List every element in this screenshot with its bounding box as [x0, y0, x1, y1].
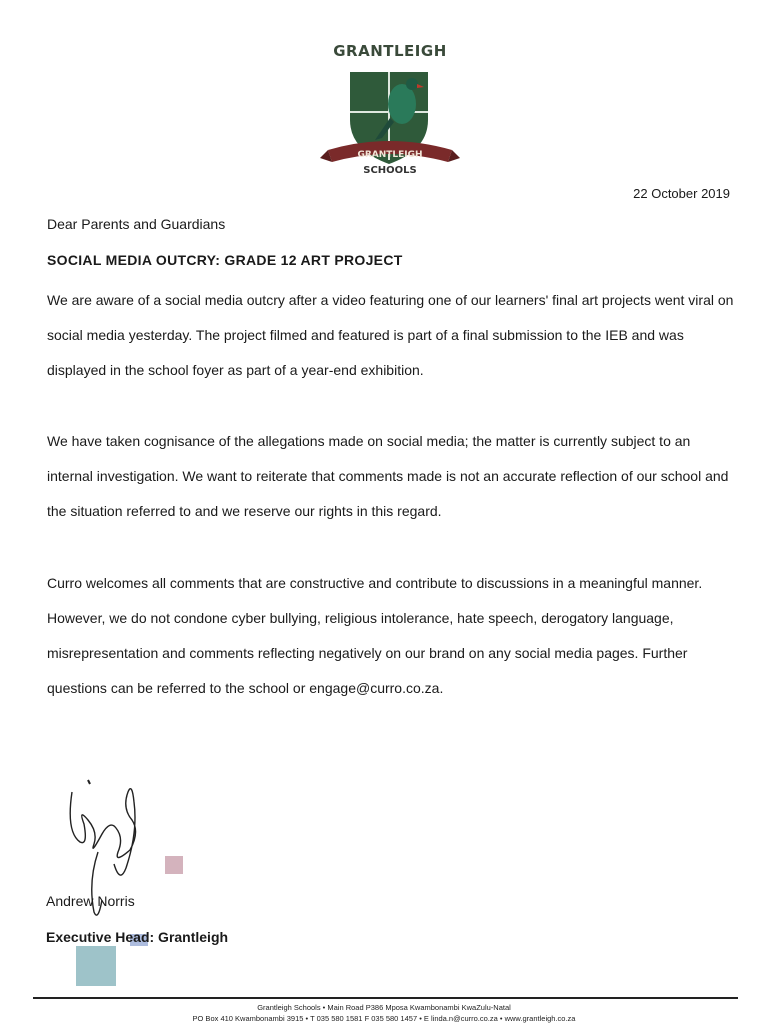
paragraph-1: We are aware of a social media outcry after a video featuring one of our learners' final art projects went viral on social media yesterday. The project filmed and featured is part of a final submission to the IEB and was displayed in the school foyer as part of a year-end exhibition.	[47, 292, 734, 378]
footer-divider	[33, 997, 738, 999]
logo-school-name: GRANTLEIGH	[333, 42, 447, 60]
paragraph-2: We have taken cognisance of the allegations made on social media; the matter is currently subject to an internal investigation. We want to reiterate that comments made is not an accurate reflection of our school and the situation referred to and we reserve our rights in this regard.	[47, 433, 729, 519]
footer-address: Grantleigh Schools • Main Road P386 Mposa Kwambonambi KwaZulu-Natal	[257, 1003, 511, 1012]
stamp-mark	[76, 946, 116, 986]
signer-title: Executive Head: Grantleigh	[46, 929, 229, 945]
banner-label: GRANTLEIGH	[357, 150, 423, 160]
letter-date: 22 October 2019	[633, 186, 730, 201]
signer-name: Andrew Norris	[46, 893, 135, 909]
school-logo	[320, 42, 460, 182]
subject-line: SOCIAL MEDIA OUTCRY: GRADE 12 ART PROJECT	[47, 252, 403, 268]
salutation: Dear Parents and Guardians	[47, 216, 226, 232]
footer-contact: PO Box 410 Kwambonambi 3915 • T 035 580 1581 F 035 580 1457 • E linda.n@curro.co.za • www.grantleigh.co.za	[192, 1014, 576, 1023]
paragraph-3: Curro welcomes all comments that are constructive and contribute to discussions in a meaningful manner. However, we do not condone cyber bullying, religious intolerance, hate speech, derogatory language, misrepresentation and comments reflecting negatively on our brand on any social media pages. Further questions can be referred to the school or engage@curro.co.za.	[47, 575, 703, 696]
shield-crest-icon	[320, 62, 460, 167]
logo-sub-name: SCHOOLS	[363, 165, 417, 176]
stamp-mark	[165, 856, 183, 874]
